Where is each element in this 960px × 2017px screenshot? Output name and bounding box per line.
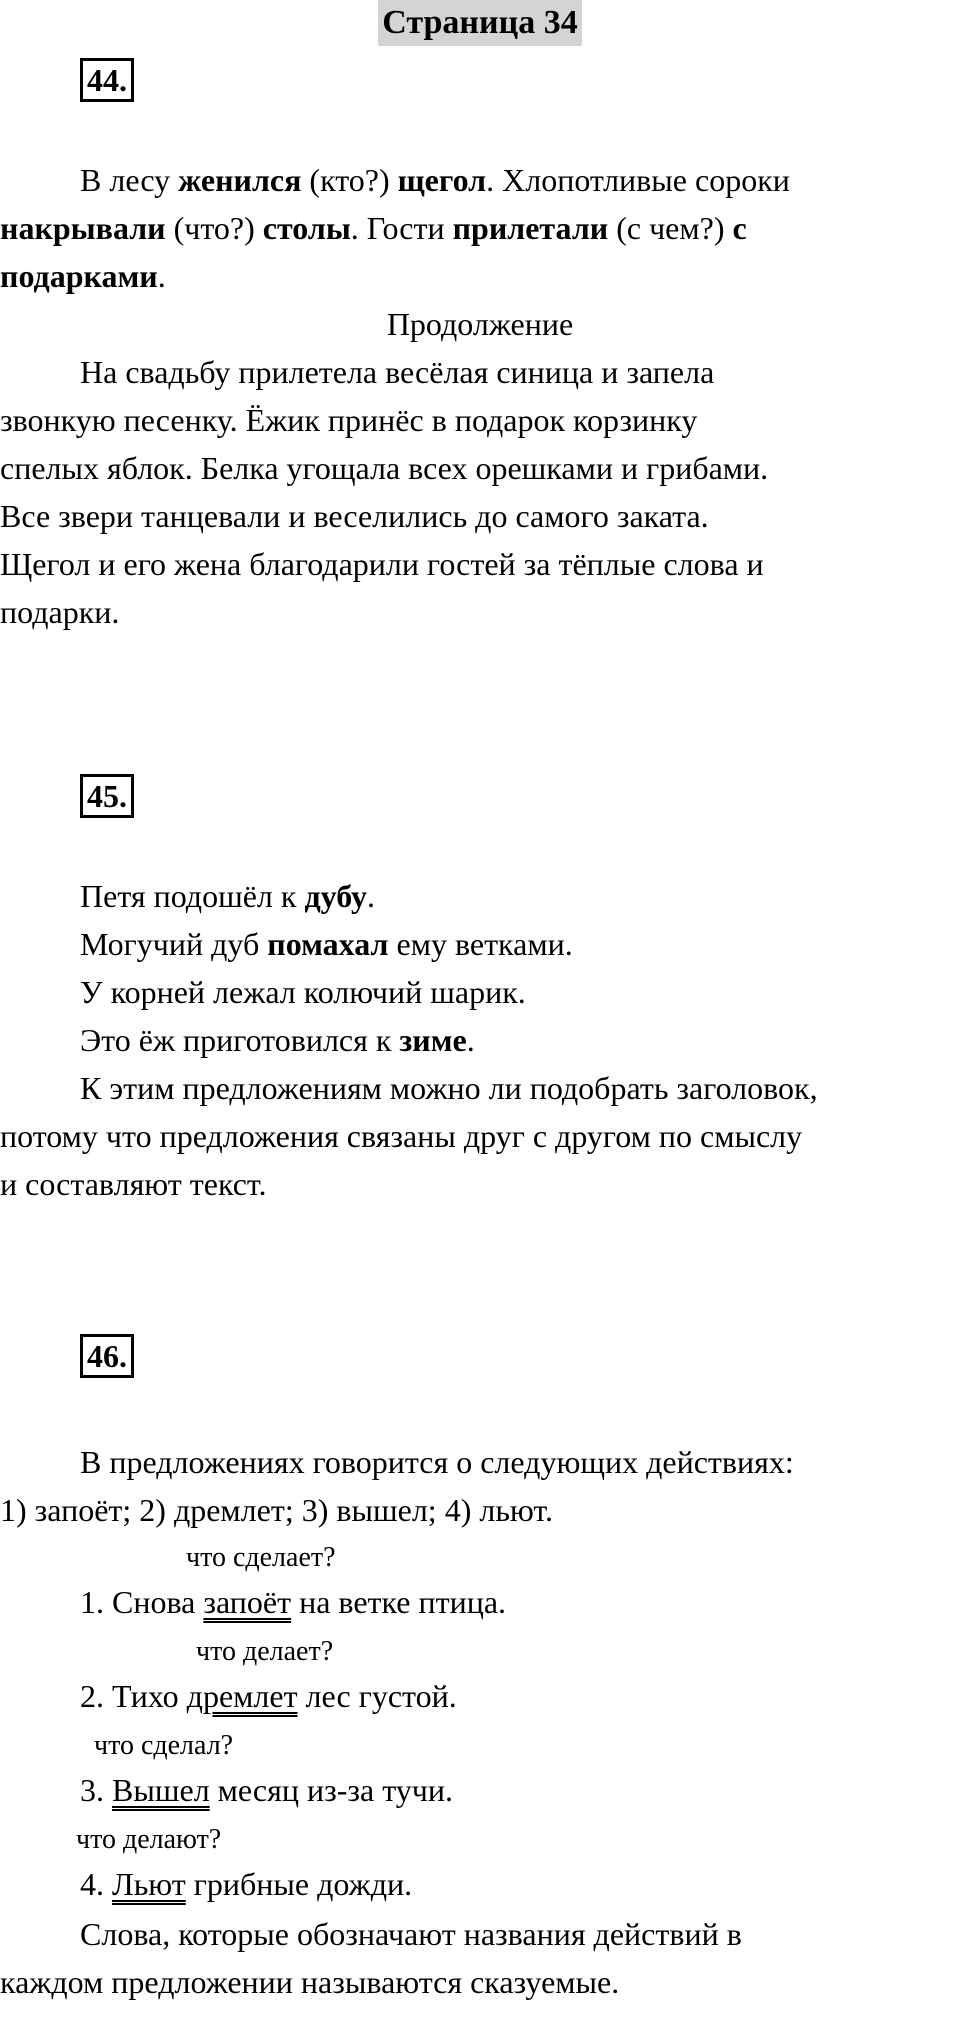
ex45-sentence-2: Могучий дуб помахал ему ветками.	[80, 926, 573, 962]
ex44-heading: Продолжение	[386, 306, 574, 342]
ex45-paragraph-line: К этим предложениям можно ли подобрать заголовок,	[80, 1070, 818, 1106]
ex45-paragraph-line: потому что предложения связаны друг с другом по смыслу	[0, 1118, 803, 1154]
ex46-sentence-3: 3. Вышел месяц из-за тучи.	[80, 1772, 453, 1808]
ex46-paragraph-line: Слова, которые обозначают названия действий в	[80, 1916, 742, 1952]
question-hint: что сделает?	[186, 1542, 336, 1573]
ex44-paragraph-line: подарки.	[0, 594, 120, 630]
ex44-paragraph-line: звонкую песенку. Ёжик принёс в подарок корзинку	[0, 402, 698, 438]
ex44-line-2: накрывали (что?) столы. Гости прилетали (с чем?) с	[0, 210, 747, 246]
ex44-paragraph-line: спелых яблок. Белка угощала всех орешками и грибами.	[0, 450, 769, 486]
page-title: Страница 34	[378, 0, 581, 46]
ex44-paragraph-line: Щегол и его жена благодарили гостей за тёплые слова и	[0, 546, 764, 582]
question-hint: что делают?	[76, 1824, 222, 1855]
ex46-sentence-2: 2. Тихо дремлет лес густой.	[80, 1678, 457, 1714]
predicate-underlined: Льют	[112, 1866, 186, 1902]
ex46-paragraph-line: каждом предложении называются сказуемые.	[0, 1964, 620, 2000]
ex46-intro-line-2: 1) запоёт; 2) дремлет; 3) вышел; 4) льют.	[0, 1492, 553, 1528]
ex46-sentence-1: 1. Снова запоёт на ветке птица.	[80, 1584, 507, 1620]
predicate-underlined: дремлет	[186, 1678, 298, 1714]
exercise-44-number: 44.	[80, 58, 134, 102]
ex45-sentence-1: Петя подошёл к дубу.	[80, 878, 375, 914]
ex44-paragraph-line: Все звери танцевали и веселились до самого заката.	[0, 498, 709, 534]
question-hint: что делает?	[196, 1636, 334, 1667]
ex44-line-1: В лесу женился (кто?) щегол. Хлопотливые сороки	[80, 162, 790, 198]
exercise-46-number: 46.	[80, 1334, 134, 1378]
ex45-sentence-4: Это ёж приготовился к зиме.	[80, 1022, 475, 1058]
ex45-sentence-3: У корней лежал колючий шарик.	[80, 974, 526, 1010]
ex44-paragraph-line: На свадьбу прилетела весёлая синица и запела	[80, 354, 715, 390]
ex44-line-3: подарками.	[0, 258, 166, 294]
ex45-paragraph-line: и составляют текст.	[0, 1166, 267, 1202]
ex46-intro-line-1: В предложениях говорится о следующих действиях:	[80, 1444, 794, 1480]
page-header	[0, 0, 960, 46]
ex46-sentence-4: 4. Льют грибные дожди.	[80, 1866, 413, 1902]
predicate-underlined: запоёт	[203, 1584, 292, 1620]
question-hint: что сделал?	[94, 1730, 234, 1761]
exercise-45-number: 45.	[80, 774, 134, 818]
predicate-underlined: Вышел	[112, 1772, 210, 1808]
